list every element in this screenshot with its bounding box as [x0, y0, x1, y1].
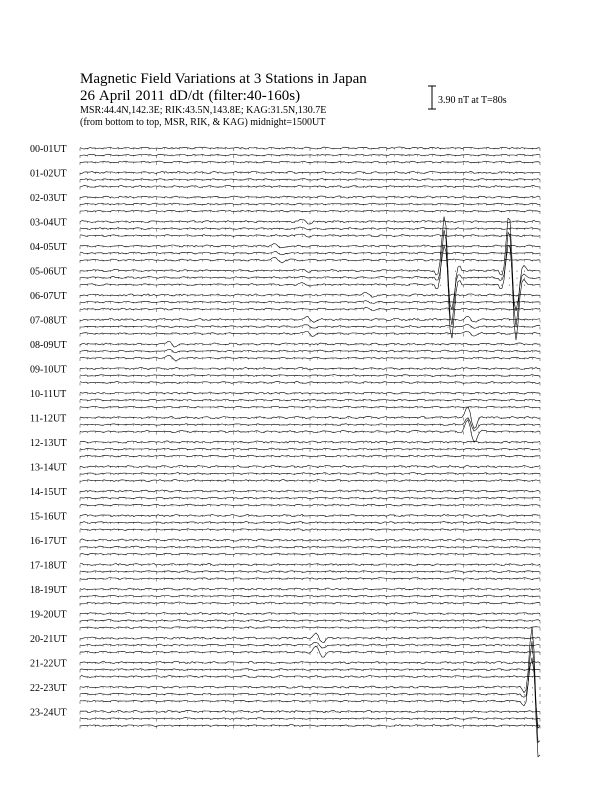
scale-bar-label: 3.90 nT at T=80s: [438, 95, 507, 106]
hour-label: 02-03UT: [30, 193, 67, 204]
hour-label: 22-23UT: [30, 683, 67, 694]
hour-label: 03-04UT: [30, 217, 67, 229]
hour-row: [30, 365, 540, 386]
hour-label: 12-13UT: [30, 438, 67, 449]
hour-row: [30, 659, 540, 680]
hour-label: 01-02UT: [30, 168, 67, 180]
hour-row: [30, 291, 540, 312]
hour-label: 16-17UT: [30, 536, 67, 547]
hour-row: [30, 438, 540, 459]
station-order-note: (from bottom to top, MSR, RIK, & KAG) midnight=1500UT: [80, 117, 326, 128]
hour-row: [30, 217, 540, 341]
hour-rows: [30, 144, 540, 757]
hour-row: [30, 407, 540, 443]
KAG-trace: [80, 633, 540, 643]
hour-label: 00-01UT: [30, 144, 67, 155]
hour-label: 06-07UT: [30, 291, 67, 302]
hour-row: [30, 340, 540, 361]
hour-row: [30, 708, 540, 729]
hour-row: [30, 536, 540, 557]
hour-row: [30, 633, 540, 657]
hour-row: [30, 144, 540, 165]
hour-row: [30, 218, 540, 239]
hour-row: [30, 487, 540, 508]
chart-title: Magnetic Field Variations at 3 Stations in Japan: [80, 71, 367, 87]
RIK-trace: [80, 658, 540, 729]
hour-label: 17-18UT: [30, 560, 67, 572]
hour-label: 21-22UT: [30, 658, 67, 670]
station-coordinates: MSR:44.4N,142.3E; RIK:43.5N,143.8E; KAG:31.5N,130.7E: [80, 105, 327, 116]
MSR-trace: [80, 641, 540, 757]
hour-row: [30, 389, 540, 410]
hour-row: [30, 242, 540, 263]
hour-row: [30, 561, 540, 582]
hour-label: 07-08UT: [30, 315, 67, 327]
hour-label: 13-14UT: [30, 462, 67, 474]
hour-label: 10-11UT: [30, 389, 67, 400]
scale-bar: [428, 86, 436, 109]
hour-row: [30, 169, 540, 190]
hour-row: [30, 610, 540, 631]
hour-row: [30, 316, 540, 337]
hour-label: 08-09UT: [30, 340, 67, 351]
hour-label: 09-10UT: [30, 364, 67, 376]
hour-row: [30, 585, 540, 606]
hour-row: [30, 512, 540, 533]
hour-label: 15-16UT: [30, 511, 67, 523]
hour-row: [30, 463, 540, 484]
hour-label: 05-06UT: [30, 266, 67, 278]
hour-row: [30, 627, 540, 756]
hour-label: 11-12UT: [30, 413, 67, 425]
hour-label: 23-24UT: [30, 707, 67, 719]
hour-label: 14-15UT: [30, 487, 67, 498]
chart-subtitle: 26 April 2011 dD/dt (filter:40-160s): [80, 88, 301, 104]
hour-row: [30, 193, 540, 214]
hour-label: 19-20UT: [30, 609, 67, 621]
hour-label: 20-21UT: [30, 634, 67, 645]
hour-label: 04-05UT: [30, 242, 67, 253]
MSR-trace: [80, 420, 540, 443]
hour-label: 18-19UT: [30, 585, 67, 596]
